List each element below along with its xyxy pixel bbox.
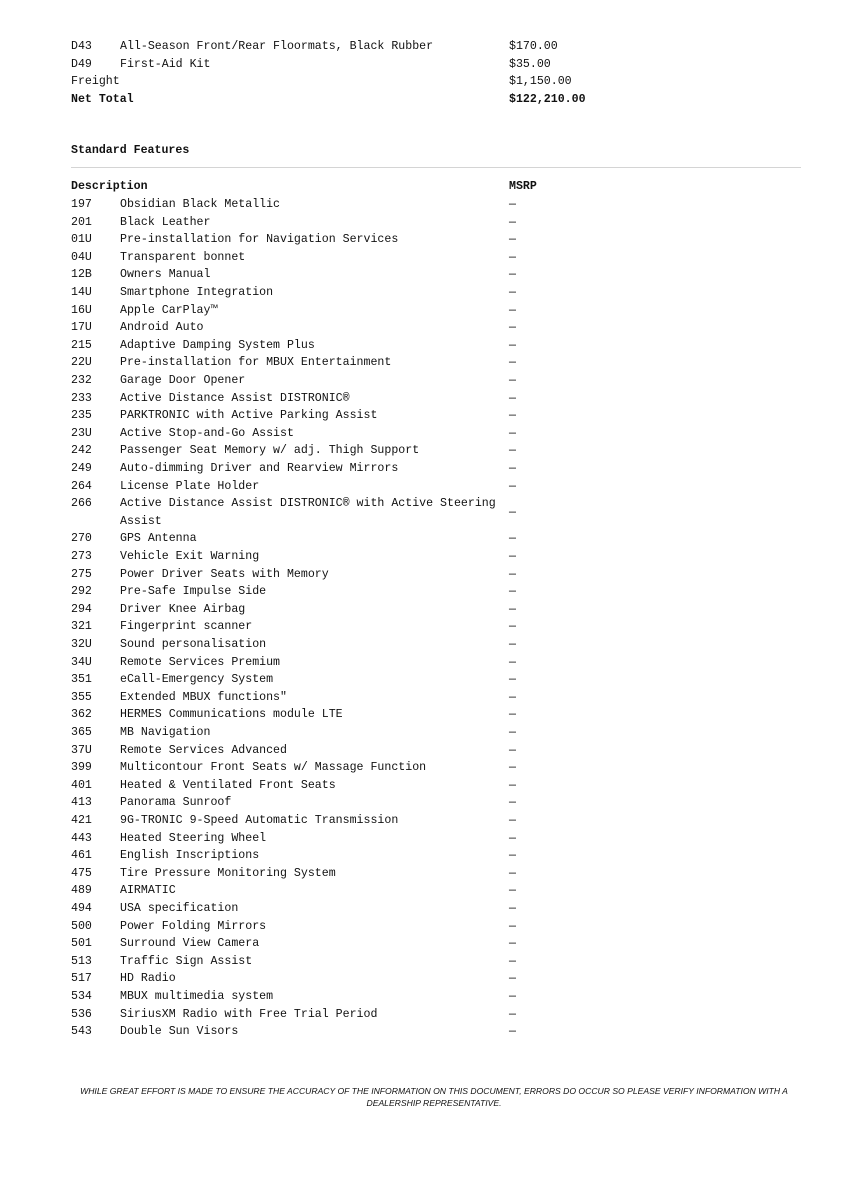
feature-code: 475 [71,866,92,880]
feature-description: English Inscriptions [120,849,260,863]
feature-code: 01U [71,233,92,247]
feature-code: 37U [71,743,92,757]
feature-msrp: — [509,567,516,581]
feature-description: Obsidian Black Metallic [120,198,281,211]
feature-msrp: — [509,532,516,546]
feature-msrp: — [509,303,516,317]
feature-msrp: — [509,990,516,1003]
feature-msrp: — [509,954,516,968]
section-divider [71,167,801,168]
feature-msrp: — [509,937,516,951]
feature-msrp: — [509,743,516,757]
feature-code: 23U [71,426,92,440]
feature-code: 543 [71,1025,92,1039]
option-code: D49 [71,58,92,71]
feature-msrp: — [509,505,516,519]
feature-code: 17U [71,321,92,335]
option-description: First-Aid Kit [120,58,211,71]
net-total-label: Net Total [71,93,134,106]
feature-description: Surround View Camera [120,937,260,951]
feature-description: Smartphone Integration [120,286,274,299]
feature-description: Power Driver Seats with Memory [120,567,329,581]
feature-description: Active Distance Assist DISTRONIC® [120,391,350,405]
feature-description: 9G-TRONIC 9-Speed Automatic Transmission [120,814,399,827]
feature-description: License Plate Holder [120,479,260,493]
feature-msrp: — [509,286,516,299]
feature-code: 12B [71,268,92,282]
feature-description: Heated & Ventilated Front Seats [120,778,336,792]
feature-description: AIRMATIC [120,884,176,898]
feature-description: Apple CarPlay™ [120,303,218,317]
feature-description: GPS Antenna [120,532,197,546]
feature-description: Remote Services Advanced [120,743,287,757]
option-description: All-Season Front/Rear Floormats, Black Rubber [120,40,434,53]
feature-msrp: — [509,585,516,599]
feature-code: 264 [71,479,92,493]
feature-code: 232 [71,374,92,387]
feature-msrp: — [509,462,516,475]
feature-description: Panorama Sunroof [120,796,232,810]
feature-description: Pre-installation for Navigation Services [120,233,399,247]
feature-code: 270 [71,532,92,546]
feature-msrp: — [509,708,516,722]
feature-msrp: — [509,250,516,264]
feature-code: 443 [71,831,92,845]
feature-msrp: — [509,268,516,282]
feature-code: 351 [71,673,92,687]
feature-code: 292 [71,585,92,599]
feature-msrp: — [509,673,516,687]
feature-msrp: — [509,602,516,616]
feature-code: 413 [71,796,92,810]
feature-msrp: — [509,884,516,898]
feature-description: Adaptive Damping System Plus [120,338,315,352]
feature-description: Passenger Seat Memory w/ adj. Thigh Support [120,444,420,458]
feature-description: Extended MBUX functions" [120,690,287,704]
freight-label: Freight [71,75,120,88]
feature-code: 242 [71,444,92,458]
feature-code: 249 [71,462,92,475]
feature-description: Double Sun Visors [120,1025,239,1039]
feature-msrp: — [509,849,516,863]
option-code: D43 [71,40,92,53]
feature-code: 500 [71,919,92,933]
feature-msrp: — [509,620,516,634]
feature-code: 536 [71,1007,92,1021]
disclaimer: WHILE GREAT EFFORT IS MADE TO ENSURE THE ACCURACY OF THE INFORMATION ON THIS DOCUMENT, ERRORS DO OCCUR SO PLEASE VERIFY INFORMATION WITH A DEALERSHIP REPRESENTATIVE. [80,1086,788,1108]
feature-code: 534 [71,990,92,1003]
feature-code: 16U [71,303,92,317]
feature-msrp: — [509,479,516,493]
feature-code: 14U [71,286,92,299]
feature-description: Remote Services Premium [120,655,281,669]
feature-code: 215 [71,338,92,352]
feature-msrp: — [509,198,516,211]
feature-msrp: — [509,796,516,810]
feature-code: 517 [71,972,92,986]
feature-msrp: — [509,690,516,704]
feature-msrp: — [509,426,516,440]
feature-code: 461 [71,849,92,863]
feature-description: Vehicle Exit Warning [120,550,260,563]
feature-msrp: — [509,902,516,915]
feature-msrp: — [509,409,516,423]
feature-msrp: — [509,391,516,405]
feature-code: 399 [71,761,92,775]
freight-price: $1,150.00 [509,75,572,88]
feature-code: 266 [71,497,92,511]
feature-msrp: — [509,374,516,387]
feature-description: PARKTRONIC with Active Parking Assist [120,409,378,423]
feature-msrp: — [509,356,516,370]
column-header-msrp: MSRP [509,180,537,193]
section-title: Standard Features [71,144,190,157]
feature-description: Auto-dimming Driver and Rearview Mirrors [120,462,399,475]
option-price: $35.00 [509,58,551,71]
feature-msrp: — [509,831,516,845]
feature-description: Power Folding Mirrors [120,919,267,933]
feature-code: 494 [71,902,92,915]
feature-code: 235 [71,409,92,423]
feature-description: Pre-installation for MBUX Entertainment [120,356,392,370]
feature-code: 401 [71,778,92,792]
feature-code: 421 [71,814,92,827]
column-header-description: Description [71,180,148,193]
feature-msrp: — [509,550,516,563]
feature-description: eCall-Emergency System [120,673,274,687]
feature-description: Pre-Safe Impulse Side [120,585,267,599]
feature-description: Fingerprint scanner [120,620,253,634]
feature-code: 355 [71,690,92,704]
feature-description: SiriusXM Radio with Free Trial Period [120,1007,378,1021]
feature-description: Sound personalisation [120,638,267,651]
feature-description: Owners Manual [120,268,211,282]
feature-description: MB Navigation [120,726,211,739]
feature-description: USA specification [120,902,239,915]
feature-msrp: — [509,233,516,247]
feature-code: 197 [71,198,92,211]
feature-code: 489 [71,884,92,898]
feature-msrp: — [509,1025,516,1039]
feature-description: Tire Pressure Monitoring System [120,866,336,880]
feature-description: Heated Steering Wheel [120,831,267,845]
feature-msrp: — [509,321,516,335]
feature-msrp: — [509,655,516,669]
feature-msrp: — [509,215,516,229]
feature-description: Active Stop-and-Go Assist [120,426,294,440]
feature-code: 321 [71,620,92,634]
feature-description: Traffic Sign Assist [120,954,253,968]
feature-description: Black Leather [120,215,211,229]
net-total-price: $122,210.00 [509,93,586,106]
feature-description: Garage Door Opener [120,374,246,387]
option-price: $170.00 [509,40,558,53]
feature-code: 513 [71,954,92,968]
feature-description: Transparent bonnet [120,250,246,264]
feature-description: MBUX multimedia system [120,990,274,1003]
feature-code: 04U [71,250,92,264]
feature-code: 275 [71,567,92,581]
feature-description: Multicontour Front Seats w/ Massage Function [120,761,427,775]
feature-code: 32U [71,638,92,651]
feature-code: 34U [71,655,92,669]
feature-description: Android Auto [120,321,204,335]
feature-msrp: — [509,919,516,933]
feature-msrp: — [509,814,516,827]
feature-msrp: — [509,972,516,986]
feature-msrp: — [509,338,516,352]
feature-msrp: — [509,778,516,792]
feature-msrp: — [509,761,516,775]
feature-code: 365 [71,726,92,739]
feature-code: 501 [71,937,92,951]
feature-code: 22U [71,356,92,370]
feature-code: 273 [71,550,92,563]
feature-msrp: — [509,444,516,458]
feature-msrp: — [509,638,516,651]
feature-msrp: — [509,726,516,739]
feature-code: 362 [71,708,92,722]
feature-description: Active Distance Assist DISTRONIC® with Active Steering Assist [120,497,496,528]
feature-code: 294 [71,602,92,616]
feature-code: 201 [71,215,92,229]
feature-description: HERMES Communications module LTE [120,708,343,722]
feature-msrp: — [509,1007,516,1021]
feature-description: Driver Knee Airbag [120,602,246,616]
feature-description: HD Radio [120,972,176,986]
feature-msrp: — [509,866,516,880]
feature-code: 233 [71,391,92,405]
